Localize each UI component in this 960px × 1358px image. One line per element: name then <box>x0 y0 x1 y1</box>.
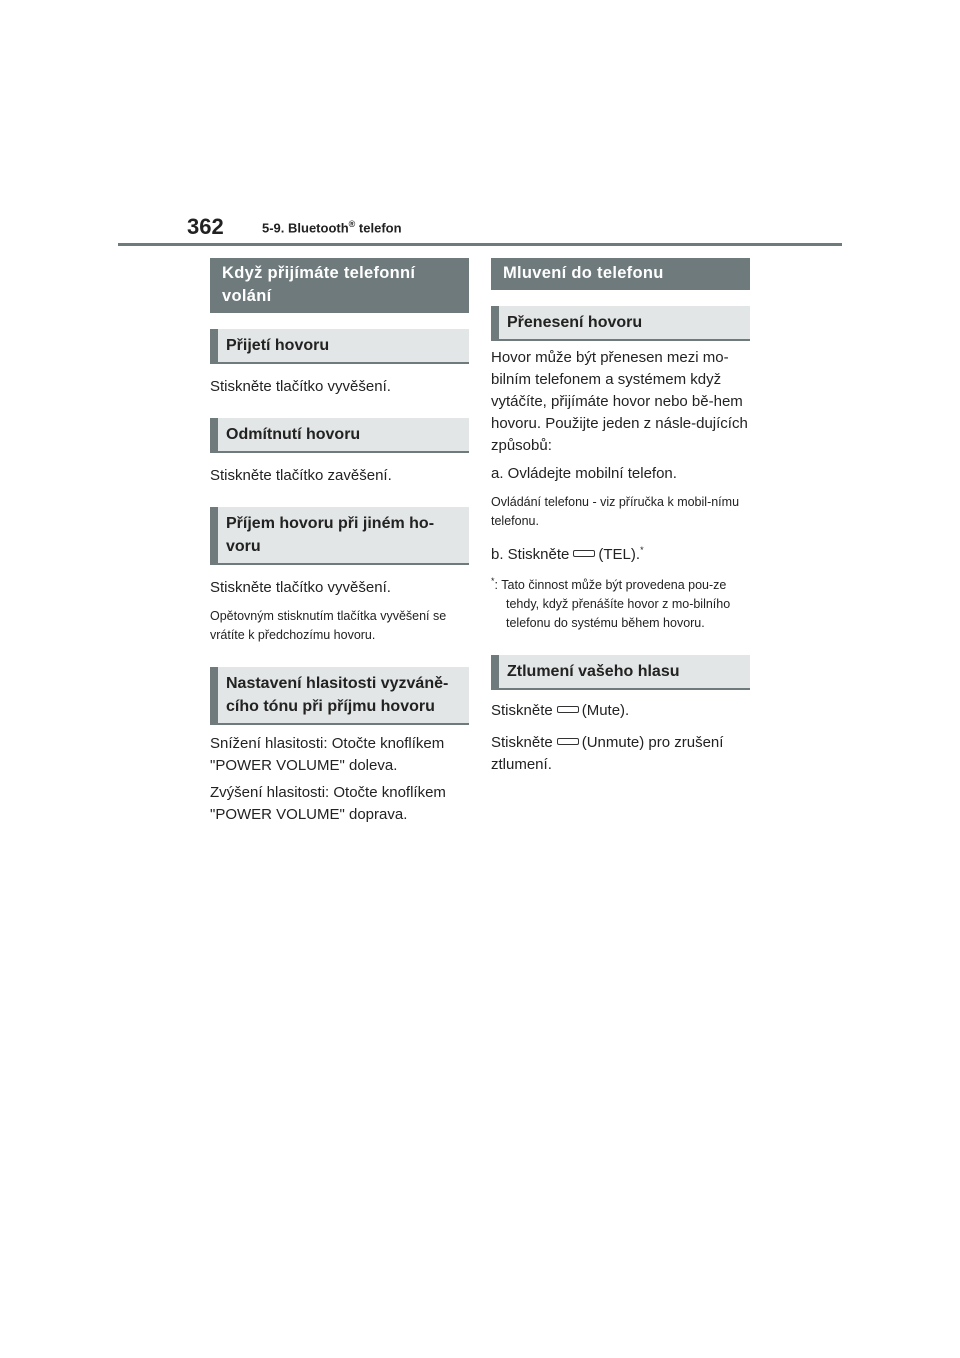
subheading-call-waiting: Příjem hovoru při jiném ho-voru <box>210 507 469 565</box>
transfer-footnote <box>491 572 750 633</box>
unmute-text <box>491 732 750 776</box>
transfer-option-a-note: Ovládání telefonu - viz příručka k mobil-nímu telefonu. <box>491 495 740 528</box>
left-column <box>210 258 469 826</box>
unmute-post: (Unmute) pro zrušení ztlumení. <box>491 734 724 774</box>
mute-button-icon <box>557 706 579 713</box>
mute-post: (Mute). <box>581 702 630 720</box>
call-waiting-text: Stiskněte tlačítko vyvěšení. <box>210 579 391 596</box>
answer-call-text: Stiskněte tlačítko vyvěšení. <box>210 378 391 395</box>
registered-mark: ® <box>348 219 356 229</box>
reject-call-text: Stiskněte tlačítko zavěšení. <box>210 467 392 484</box>
heading-receiving-call: Když přijímáte telefonní volání <box>210 258 469 313</box>
volume-increase-text: Zvýšení hlasitosti: Otočte knoflíkem "POWER VOLUME" doprava. <box>210 784 446 823</box>
volume-decrease-text: Snížení hlasitosti: Otočte knoflíkem "POWER VOLUME" doleva. <box>210 735 445 774</box>
page-number: 362 <box>187 214 224 239</box>
right-column <box>491 258 750 776</box>
subheading-ringtone-volume: Nastavení hlasitosti vyzváně-cího tónu při příjmu hovoru <box>210 667 469 725</box>
header-rule <box>118 243 842 246</box>
unmute-pre: Stiskněte <box>491 734 553 752</box>
subheading-mute-voice: Ztlumení vašeho hlasu <box>491 655 750 690</box>
section-label <box>262 219 402 235</box>
transfer-option-b <box>491 539 750 566</box>
footnote-mark: * <box>640 545 644 555</box>
transfer-call-text: Hovor může být přenesen mezi mo-bilním telefonem a systémem když vytáčíte, přijímáte hovor nebo bě-hem hovoru. Použijte jeden z násle-dujících způsobů: <box>491 349 748 454</box>
transfer-footnote-text: : Tato činnost může být provedena pou-ze tehdy, když přenášíte hovor z mo-bilního telefonu do systému během hovoru. <box>494 578 731 631</box>
subheading-transfer-call: Přenesení hovoru <box>491 306 750 341</box>
section-prefix: 5-9. Bluetooth <box>262 220 349 236</box>
footnote-mark-note: * <box>491 576 495 586</box>
subheading-reject-call: Odmítnutí hovoru <box>210 418 469 453</box>
heading-talking-on-phone: Mluvení do telefonu <box>491 258 750 290</box>
mute-text <box>491 700 750 722</box>
transfer-option-a: a. Ovládejte mobilní telefon. <box>491 465 677 482</box>
transfer-option-b-post: (TEL). <box>598 546 641 563</box>
section-suffix: telefon <box>355 220 402 236</box>
transfer-option-b-pre: b. Stiskněte <box>491 546 570 563</box>
call-waiting-note: Opětovným stisknutím tlačítka vyvěšení se vrátíte k předchozímu hovoru. <box>210 609 447 642</box>
subheading-answer-call: Přijetí hovoru <box>210 329 469 364</box>
mute-pre: Stiskněte <box>491 702 553 720</box>
tel-button-icon <box>573 550 595 557</box>
unmute-button-icon <box>557 738 579 745</box>
